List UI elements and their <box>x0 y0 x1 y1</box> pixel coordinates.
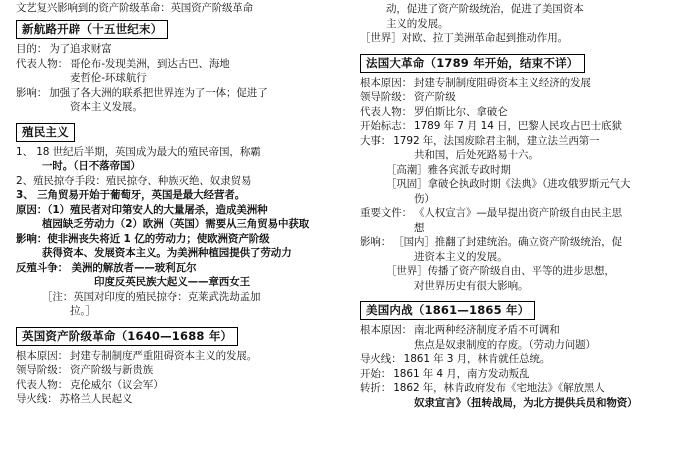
text-row <box>360 90 690 105</box>
text-line: 拉。］ <box>70 305 96 317</box>
text-line: 获得资本、发展资本主义。为美洲种植园提供了劳动力 <box>42 247 292 259</box>
text-line: 原因：（1）殖民者对印第安人的大量屠杀，造成美洲种 <box>16 203 268 216</box>
text-line: 动，促进了资产阶级统治，促进了美国资本 <box>386 3 584 15</box>
row-value: 封建专制制度阻碍资本主义经济的发展 <box>414 76 591 89</box>
row-label: 根本原因： <box>16 349 68 362</box>
text-line: 想 <box>414 221 425 234</box>
row-label: 重要文件： <box>360 207 412 219</box>
row-label: 目的： <box>16 43 48 55</box>
section-english-revolution <box>16 325 342 407</box>
text-row <box>360 367 690 382</box>
text-row <box>360 76 690 91</box>
section-colonialism <box>16 121 342 319</box>
text-row <box>16 363 342 378</box>
text-line: ［巩固］拿破仑执政时期《法典》（进攻俄罗斯元气大 <box>386 178 631 190</box>
right-column <box>354 2 690 470</box>
text-row <box>360 352 690 367</box>
section-title: 新航路开辟（十五世纪末） <box>16 20 168 39</box>
row-label: 影响： <box>16 86 48 99</box>
text-row <box>16 378 342 393</box>
row-label: 导火线： <box>16 393 58 405</box>
section-new-sea-routes <box>16 18 342 115</box>
text-line: ［高潮］雅各宾派专政时期 <box>386 163 511 176</box>
text-line: 共和国，后处死路易十六。 <box>414 149 539 161</box>
text-row <box>16 86 342 101</box>
left-column <box>6 2 342 470</box>
section-american-civil-war <box>360 299 690 410</box>
row-value: 哥伦布-发现美洲，到达古巴、海地 <box>70 57 230 70</box>
row-value: ［国内］推翻了封建统治。确立资产阶级统治，促 <box>393 236 623 248</box>
text-line: ［世界］传播了资产阶级自由、平等的进步思想， <box>386 265 615 277</box>
row-value: 南北两种经济制度矛盾不可调和 <box>414 324 560 336</box>
text-line: ［注：英国对印度的殖民掠夺：克莱武洗劫孟加 <box>42 290 261 303</box>
row-label: 领导阶级： <box>360 91 412 103</box>
row-value: 资产阶级与新贵族 <box>70 364 154 376</box>
text-line: 伤） <box>414 192 435 205</box>
row-label: 影响： <box>360 236 392 248</box>
row-label: 代表人物： <box>16 57 68 70</box>
text-line: 进资本主义的发展。 <box>414 250 508 263</box>
text-line: 3、 三角贸易开始于葡萄牙，英国是最大经营者。 <box>16 189 246 201</box>
section-title: 殖民主义 <box>16 123 75 142</box>
text-row <box>16 42 342 57</box>
section-french-revolution <box>360 52 690 294</box>
row-label: 根本原因： <box>360 324 412 336</box>
row-value: 1862 年，林肯政府发布《宅地法》《解放黑人 <box>393 382 605 394</box>
row-value: 1789 年 7 月 14 日，巴黎人民攻占巴士底狱 <box>414 120 622 132</box>
text-line: 印度反英民族大起义——章西女王 <box>94 276 250 288</box>
text-line: 主义的发展。 <box>386 17 449 30</box>
row-value: 苏格兰人民起义 <box>59 393 133 405</box>
text-row <box>360 105 690 120</box>
text-line: 焦点是奴隶制度的存废。（劳动力问题） <box>414 338 596 351</box>
section-continuation <box>360 2 690 46</box>
row-label: 代表人物： <box>360 105 412 118</box>
row-label: 代表人物： <box>16 378 68 391</box>
text-line: 1、 18 世纪后半期，英国成为最大的殖民帝国，称霸 <box>16 145 261 158</box>
text-line: 麦哲伦-环球航行 <box>70 72 147 84</box>
text-line: 一时。（日不落帝国） <box>42 160 141 172</box>
text-line: 影响：使非洲丧失将近 1 亿的劳动力；使欧洲资产阶级 <box>16 232 270 245</box>
text-line: 2、殖民掠夺手段：殖民掠夺、种族灭绝、奴隶贸易 <box>16 174 252 187</box>
section-title: 美国内战（1861—1865 年） <box>360 301 535 320</box>
top-partial-line: 文艺复兴影响到的资产阶级革命：英国资产阶级革命 <box>16 2 253 14</box>
row-label: 导火线： <box>360 353 402 365</box>
row-label: 开始： <box>360 367 392 380</box>
text-line: 奴隶宣言》（扭转战局，为北方提供兵员和物资） <box>414 396 638 409</box>
row-label: 领导阶级： <box>16 364 68 376</box>
row-value: 《人权宣言》—最早提出资产阶级自由民主思 <box>414 207 622 219</box>
row-value: 封建专制制度严重阻碍资本主义的发展。 <box>70 349 258 362</box>
section-title: 英国资产阶级革命（1640—1688 年） <box>16 327 238 346</box>
text-line: 对世界历史有很大影响。 <box>414 279 529 292</box>
text-line: ［世界］对欧、拉丁美洲革命起到推动作用。 <box>360 32 568 44</box>
row-value: 1792 年，法国废除君主制，建立法兰西第一 <box>393 134 600 147</box>
text-row <box>360 134 690 149</box>
text-row <box>16 392 342 407</box>
text-row <box>360 119 690 134</box>
text-line: 资本主义发展。 <box>70 101 143 113</box>
text-row <box>16 57 342 72</box>
section-title: 法国大革命（1789 年开始，结束不详） <box>360 54 585 73</box>
row-label: 开始标志： <box>360 120 412 132</box>
row-value: 1861 年 4 月，南方发动叛乱 <box>393 367 530 380</box>
row-value: 罗伯斯比尔、拿破仑 <box>414 105 508 118</box>
row-label: 转折： <box>360 382 392 394</box>
row-value: 克伦威尔（议会军） <box>70 378 164 391</box>
row-value: 为了追求财富 <box>49 43 112 55</box>
text-row <box>360 381 690 396</box>
text-row <box>360 235 690 250</box>
text-row <box>16 349 342 364</box>
text-row <box>360 206 690 221</box>
row-value: 资产阶级 <box>414 91 456 103</box>
row-value: 加强了各大洲的联系把世界连为了一体；促进了 <box>49 86 268 99</box>
text-line: 反殖斗争： 美洲的解放者——玻利瓦尔 <box>16 261 197 274</box>
row-label: 大事： <box>360 134 392 147</box>
text-line: 植园缺乏劳动力（2）欧洲（英国）需要从三角贸易中获取 <box>42 218 310 230</box>
text-row <box>360 323 690 338</box>
row-value: 1861 年 3 月，林肯就任总统。 <box>403 353 551 365</box>
row-label: 根本原因： <box>360 76 412 89</box>
